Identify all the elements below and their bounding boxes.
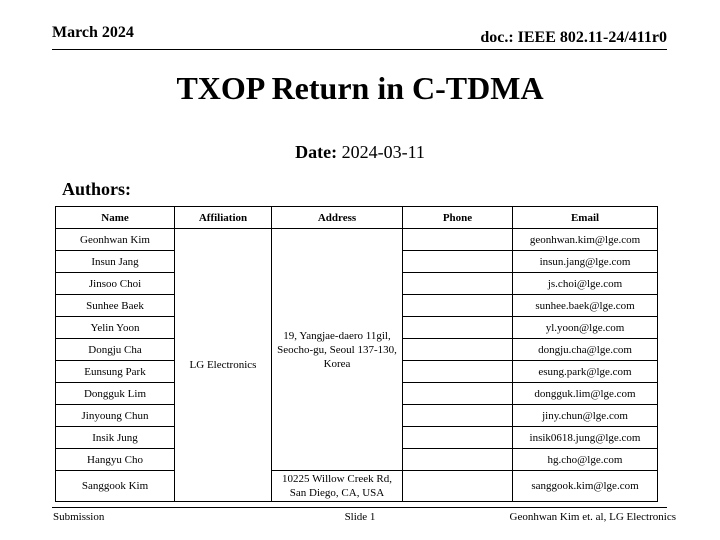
slide-title: TXOP Return in C-TDMA — [176, 70, 544, 106]
author-name: Geonhwan Kim — [56, 229, 175, 251]
address-cell-korea: 19, Yangjae-daero 11gil, Seocho-gu, Seoul 137-130, Korea — [272, 229, 403, 471]
table-row — [56, 471, 658, 502]
affiliation-cell: LG Electronics — [175, 229, 272, 502]
author-email: dongguk.lim@lge.com — [513, 383, 658, 405]
phone-cell — [403, 383, 513, 405]
author-name: Hangyu Cho — [56, 449, 175, 471]
header-doc-id: doc.: IEEE 802.11-24/411r0 — [480, 29, 667, 46]
header-date: March 2024 — [52, 24, 134, 41]
phone-cell — [403, 471, 513, 502]
phone-cell — [403, 317, 513, 339]
author-name: Yelin Yoon — [56, 317, 175, 339]
column-header-affiliation: Affiliation — [175, 207, 272, 229]
phone-cell — [403, 251, 513, 273]
author-email: js.choi@lge.com — [513, 273, 658, 295]
author-name: Sanggook Kim — [56, 471, 175, 502]
column-header-name: Name — [56, 207, 175, 229]
address-cell-usa: 10225 Willow Creek Rd, San Diego, CA, USA — [272, 471, 403, 502]
phone-cell — [403, 449, 513, 471]
author-name: Jinyoung Chun — [56, 405, 175, 427]
author-name: Sunhee Baek — [56, 295, 175, 317]
author-name: Eunsung Park — [56, 361, 175, 383]
phone-cell — [403, 405, 513, 427]
author-name: Insik Jung — [56, 427, 175, 449]
phone-cell — [403, 339, 513, 361]
table-header-row — [56, 207, 658, 229]
author-email: dongju.cha@lge.com — [513, 339, 658, 361]
author-email: hg.cho@lge.com — [513, 449, 658, 471]
author-email: sunhee.baek@lge.com — [513, 295, 658, 317]
footer-authors: Geonhwan Kim et. al, LG Electronics — [509, 511, 676, 523]
date-label: Date: — [295, 142, 338, 162]
phone-cell — [403, 229, 513, 251]
author-name: Insun Jang — [56, 251, 175, 273]
column-header-email: Email — [513, 207, 658, 229]
footer-submission: Submission — [53, 511, 105, 523]
author-email: esung.park@lge.com — [513, 361, 658, 383]
author-name: Dongguk Lim — [56, 383, 175, 405]
column-header-phone: Phone — [403, 207, 513, 229]
author-email: sanggook.kim@lge.com — [513, 471, 658, 502]
phone-cell — [403, 361, 513, 383]
table-row — [56, 229, 658, 251]
author-name: Dongju Cha — [56, 339, 175, 361]
author-email: jiny.chun@lge.com — [513, 405, 658, 427]
author-name: Jinsoo Choi — [56, 273, 175, 295]
phone-cell — [403, 427, 513, 449]
author-email: insik0618.jung@lge.com — [513, 427, 658, 449]
authors-heading: Authors: — [62, 179, 132, 199]
date-line — [0, 142, 720, 163]
author-email: insun.jang@lge.com — [513, 251, 658, 273]
phone-cell — [403, 295, 513, 317]
date-value: 2024-03-11 — [337, 142, 425, 162]
footer-slide-number: Slide 1 — [344, 511, 376, 523]
footer-divider — [52, 507, 667, 508]
header-divider — [52, 49, 667, 50]
column-header-address: Address — [272, 207, 403, 229]
authors-table — [55, 206, 658, 502]
author-email: yl.yoon@lge.com — [513, 317, 658, 339]
author-email: geonhwan.kim@lge.com — [513, 229, 658, 251]
phone-cell — [403, 273, 513, 295]
